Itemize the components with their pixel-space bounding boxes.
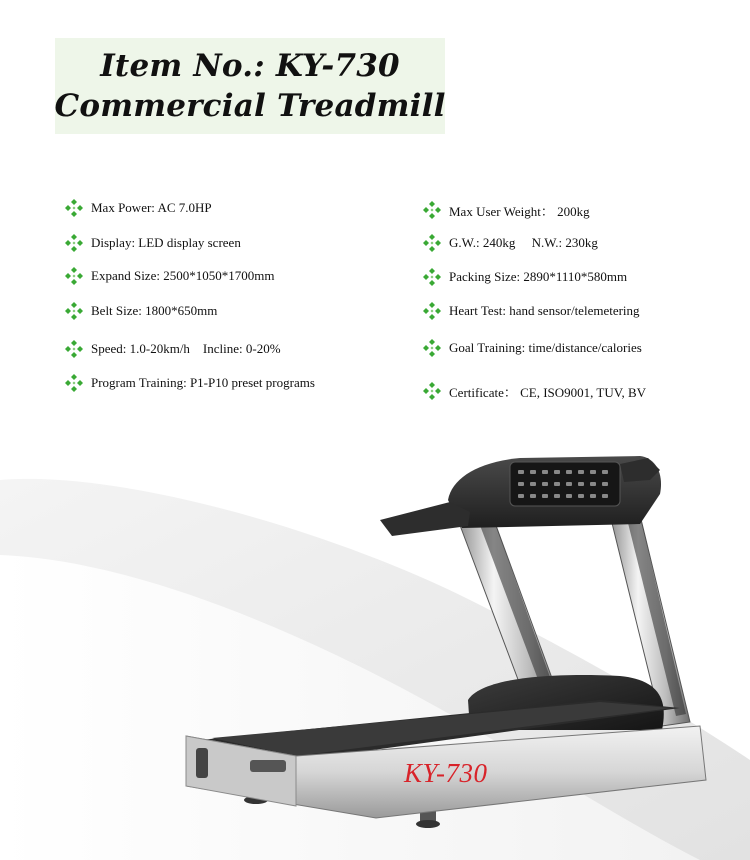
spec-belt-size	[64, 301, 217, 321]
spec-text: Heart Test: hand sensor/telemetering	[449, 303, 640, 318]
spec-speed-incline	[64, 339, 281, 359]
spec-max-user-weight	[422, 200, 590, 220]
four-diamond-bullet-icon	[64, 373, 84, 393]
four-diamond-bullet-icon	[422, 381, 442, 401]
four-diamond-bullet-icon	[64, 339, 84, 359]
model-label: KY-730	[404, 758, 488, 788]
four-diamond-bullet-icon	[422, 200, 442, 220]
spec-text: Speed: 1.0-20km/h Incline: 0-20%	[91, 341, 281, 356]
spec-display	[64, 233, 241, 253]
four-diamond-bullet-icon	[64, 198, 84, 218]
spec-program-training	[64, 373, 315, 393]
four-diamond-bullet-icon	[422, 233, 442, 253]
spec-certificate	[422, 381, 646, 401]
handlebar-left	[380, 502, 470, 536]
spec-text: Max Power: AC 7.0HP	[91, 200, 212, 215]
spec-max-power	[64, 198, 212, 218]
spec-packing-size	[422, 267, 627, 287]
title-item-number: Item No.: KY-730	[100, 48, 400, 84]
spec-text: Packing Size: 2890*1110*580mm	[449, 269, 628, 284]
spec-expand-size	[64, 266, 274, 286]
spec-text: Display: LED display screen	[91, 235, 241, 250]
spec-heart-test	[422, 301, 640, 321]
spec-text: Program Training: P1-P10 preset programs	[91, 375, 315, 390]
title-product-name: Commercial Treadmill	[54, 88, 446, 124]
four-diamond-bullet-icon	[64, 233, 84, 253]
spec-text: G.W.: 240kg N.W.: 230kg	[449, 235, 598, 250]
four-diamond-bullet-icon	[64, 266, 84, 286]
spec-text: Belt Size: 1800*650mm	[91, 303, 218, 318]
spec-text: Certificate： CE, ISO9001, TUV, BV	[449, 384, 647, 400]
spec-text: Expand Size: 2500*1050*1700mm	[91, 268, 275, 283]
four-diamond-bullet-icon	[64, 301, 84, 321]
four-diamond-bullet-icon	[422, 267, 442, 287]
spec-text: Max User Weight： 200kg	[449, 203, 590, 219]
spec-weights	[422, 233, 598, 253]
spec-text: Goal Training: time/distance/calories	[449, 340, 642, 355]
four-diamond-bullet-icon	[422, 301, 442, 321]
four-diamond-bullet-icon	[422, 338, 442, 358]
title-box	[55, 38, 445, 134]
spec-goal-training	[422, 338, 642, 358]
